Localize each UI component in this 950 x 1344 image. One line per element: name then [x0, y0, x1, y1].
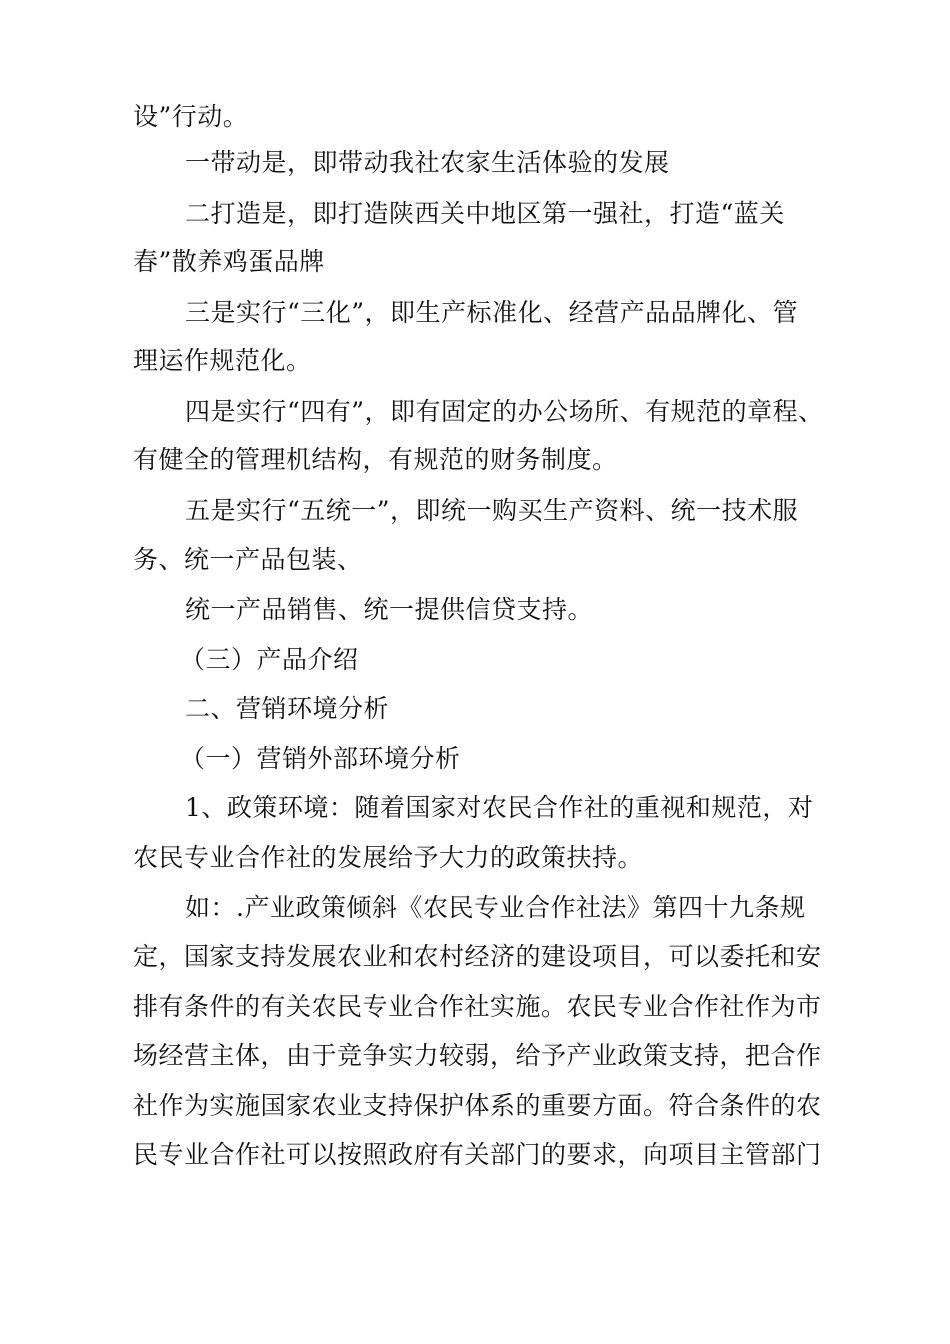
text-line: 三是实行“三化”，即生产标准化、经营产品品牌化、管 [185, 298, 799, 327]
section-heading: （一）营销外部环境分析 [180, 744, 461, 773]
text-line: 统一产品销售、统一提供信贷支持。 [185, 595, 594, 624]
section-heading: 二、营销环境分析 [185, 694, 390, 723]
text-line: 理运作规范化。 [133, 346, 312, 375]
text-line: 定，国家支持发展农业和农村经济的建设项目，可以委托和安 [133, 942, 822, 971]
text-line: 春”散养鸡蛋品牌 [133, 247, 325, 276]
text-line: 五是实行“五统一”，即统一购买生产资料、统一技术服 [185, 496, 799, 525]
text-line: 场经营主体，由于竞争实力较弱，给予产业政策支持，把合作 [133, 1041, 822, 1070]
text-line: 如：.产业政策倾斜《农民专业合作社法》第四十九条规 [185, 893, 806, 922]
section-heading: （三）产品介绍 [180, 645, 359, 674]
text-line: 设”行动。 [133, 102, 249, 131]
text-line: 四是实行“四有”，即有固定的办公场所、有规范的章程、 [185, 397, 824, 426]
text-line: 1、政策环境：随着国家对农民合作社的重视和规范，对 [185, 793, 814, 822]
text-line: 农民专业合作社的发展给予大力的政策扶持。 [133, 843, 644, 872]
text-line: 有健全的管理机结构，有规范的财务制度。 [133, 445, 618, 474]
text-line: 一带动是，即带动我社农家生活体验的发展 [185, 148, 670, 177]
text-line: 二打造是，即打造陕西关中地区第一强社，打造“蓝关 [185, 199, 785, 228]
text-line: 社作为实施国家农业支持保护体系的重要方面。符合条件的农 [133, 1091, 822, 1120]
text-line: 务、统一产品包装、 [133, 545, 363, 574]
text-line: 排有条件的有关农民专业合作社实施。农民专业合作社作为市 [133, 992, 822, 1021]
text-line: 民专业合作社可以按照政府有关部门的要求，向项目主管部门 [133, 1140, 822, 1169]
